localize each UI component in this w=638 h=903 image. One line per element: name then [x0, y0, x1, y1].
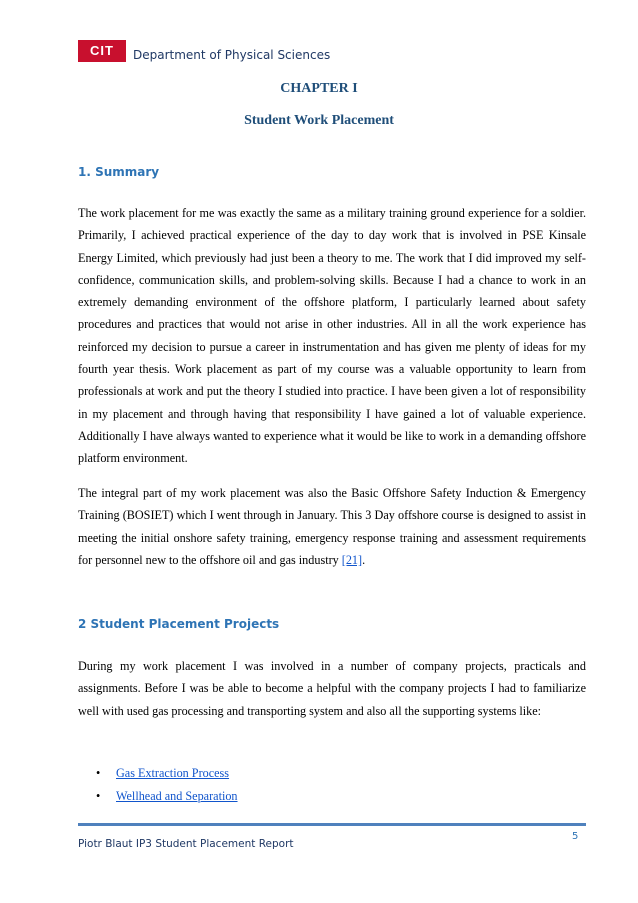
list-item [96, 785, 238, 808]
page-header [78, 40, 578, 70]
footer-title: Piotr Blaut IP3 Student Placement Report [78, 838, 294, 850]
wellhead-link[interactable]: Wellhead and Separation [116, 789, 238, 803]
bosiet-end: . [362, 552, 366, 567]
department-name: Department of Physical Sciences [133, 48, 331, 62]
gas-extraction-link[interactable]: Gas Extraction Process [116, 766, 230, 780]
bullet-icon: • [96, 789, 101, 803]
bullet-icon: • [96, 766, 101, 780]
cit-logo: CIT [78, 40, 126, 62]
list-item [96, 762, 238, 785]
footer-divider [78, 823, 586, 826]
bosiet-paragraph [78, 482, 586, 571]
projects-heading: 2 Student Placement Projects [78, 617, 280, 631]
projects-paragraph: During my work placement I was involved in a number of company projects, practicals and assignments. Before I was be able to become a helpful with the company projects I had to familiarize well with used gas processing and transporting system and also all the supporting systems like: [78, 659, 586, 718]
chapter-subtitle: Student Work Placement [244, 113, 394, 128]
page-number: 5 [572, 831, 579, 842]
bosiet-text: The integral part of my work placement was also the Basic Offshore Safety Induction & Emergency Training (BOSIET) which I went through in January. This 3 Day offshore course is designed to assist in meeting the initial onshore safety training, emergency response training and assessment requirements for personnel new to the offshore oil and gas industry [78, 486, 586, 567]
summary-paragraph: The work placement for me was exactly the same as a military training ground experience for a soldier. Primarily, I achieved practical experience of the day to day work that is involved in PSE Kinsale Energy Limited, which previously had just been a theory to me. The work that I did improved my self-confidence, communication skills, and problem-solving skills. Because I had a chance to work in an extremely demanding environment of the offshore platform, I particularly learned about safety procedures and practices that would not arise in other industries. All in all the work experience has reinforced my decision to pursue a career in instrumentation and has given me plenty of ideas for my fourth year thesis. Work placement as part of my course was a valuable opportunity to learn from professionals at work and put the theory I studied into practice. I have been given a lot of responsibility in my placement and through having that responsibility I have gained a lot of valuable experience. Additionally I have always wanted to experience what it would be like to work in a demanding offshore platform environment. [78, 206, 586, 466]
systems-list [96, 762, 238, 808]
reference-link[interactable]: [21] [341, 552, 363, 567]
chapter-title: CHAPTER I [280, 81, 358, 96]
summary-heading: 1. Summary [78, 165, 160, 179]
